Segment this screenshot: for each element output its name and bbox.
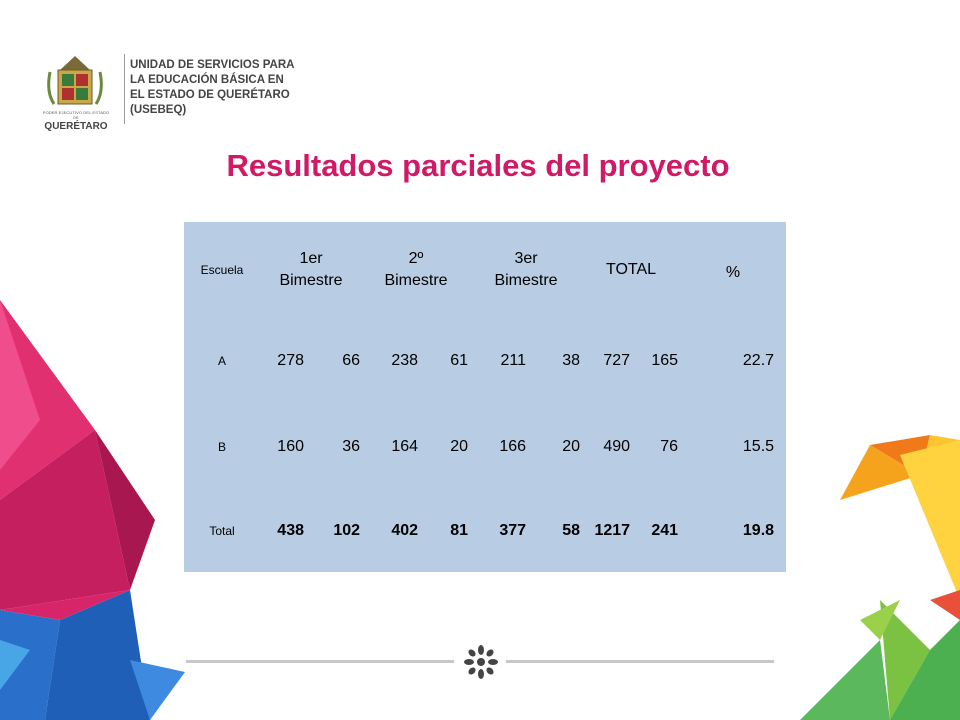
org-name <box>130 58 294 118</box>
table-cell: 402 <box>391 522 419 539</box>
table-header-row <box>184 222 786 318</box>
table-cell: 377 <box>499 522 527 539</box>
page-title: Resultados parciales del proyecto <box>226 148 730 183</box>
table-cell: 61 <box>450 352 469 369</box>
results-table-container <box>184 222 786 572</box>
results-table <box>184 222 786 572</box>
header-bimestre-1: 1er Bimestre <box>279 250 343 289</box>
table-row <box>184 318 786 404</box>
header-bimestre-2: 2º Bimestre <box>384 250 448 289</box>
table-cell: 20 <box>562 438 581 455</box>
table-cell: 1217 <box>594 522 631 539</box>
row-label: B <box>217 440 226 454</box>
flower-ornament-icon <box>461 642 501 682</box>
table-cell: 490 <box>603 438 631 455</box>
table-cell: 166 <box>499 438 527 455</box>
table-cell: 38 <box>562 352 581 369</box>
org-line: (USEBEQ) <box>130 104 187 116</box>
logo-divider <box>124 54 125 124</box>
footer-divider-right <box>506 660 774 663</box>
table-cell: 238 <box>391 352 419 369</box>
table-cell: 165 <box>651 352 679 369</box>
table-row <box>184 404 786 490</box>
table-cell: 102 <box>333 522 361 539</box>
org-line: UNIDAD DE SERVICIOS PARA <box>130 59 295 71</box>
table-cell: 81 <box>450 522 469 539</box>
table-cell: 58 <box>562 522 581 539</box>
header-percent: % <box>725 264 741 281</box>
footer-divider-left <box>186 660 454 663</box>
table-row-total <box>184 490 786 572</box>
header-bimestre-3: 3er Bimestre <box>494 250 558 289</box>
header-school: Escuela <box>200 263 244 277</box>
table-cell: 20 <box>450 438 469 455</box>
table-cell: 211 <box>500 352 527 369</box>
table-cell: 727 <box>603 352 631 369</box>
table-cell: 160 <box>277 438 304 455</box>
row-label: A <box>217 354 226 368</box>
table-cell: 15.5 <box>742 438 775 455</box>
usebeq-logo <box>40 52 320 130</box>
crest-caption-small: PODER EJECUTIVO DEL ESTADO DE <box>42 110 110 120</box>
table-cell: 278 <box>277 352 304 369</box>
table-cell: 19.8 <box>742 522 775 539</box>
crest-caption-state: QUERÉTARO <box>44 121 108 132</box>
table-cell: 241 <box>651 522 679 539</box>
table-cell: 36 <box>342 438 361 455</box>
org-line: LA EDUCACIÓN BÁSICA EN <box>130 74 284 86</box>
row-label: Total <box>209 524 235 538</box>
table-cell: 22.7 <box>742 352 775 369</box>
table-cell: 438 <box>277 522 304 539</box>
table-cell: 164 <box>391 438 419 455</box>
org-line: EL ESTADO DE QUERÉTARO <box>130 89 290 101</box>
table-cell: 66 <box>342 352 361 369</box>
header-total: TOTAL <box>605 261 657 278</box>
table-cell: 76 <box>660 438 679 455</box>
